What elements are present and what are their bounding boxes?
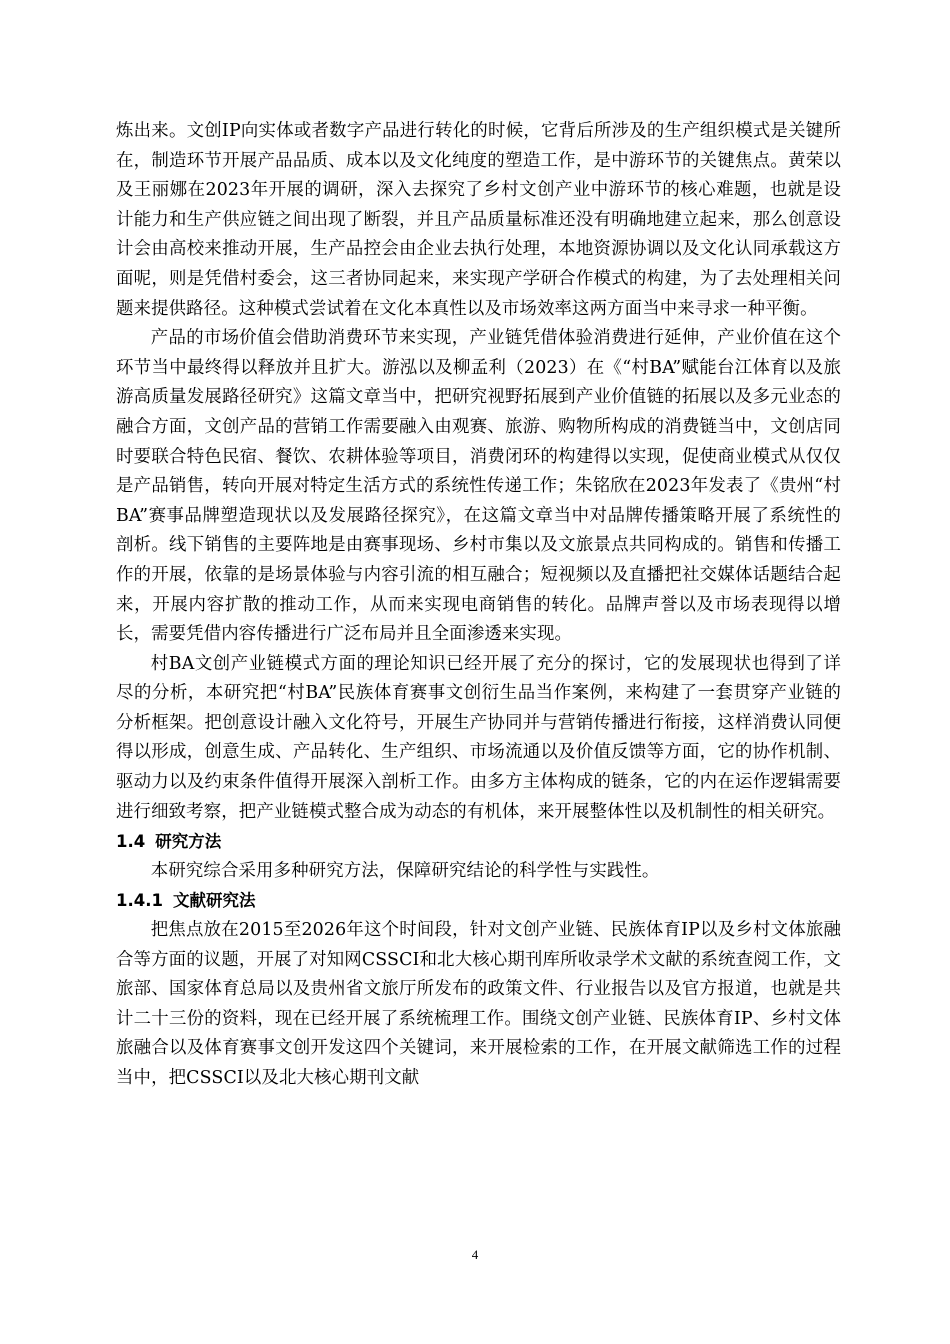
paragraph-methods-intro: 本研究综合采用多种研究方法，保障研究结论的科学性与实践性。 — [150, 860, 660, 881]
paragraph-continued: 炼出来。文创IP向实体或者数字产品进行转化的时候，它背后所涉及的生产组织模式是关键所在，制造环节开展产品品质、成本以及文化纯度的塑造工作，是中游环节的关键焦点。黄荣以及王丽娜在2023年开展的调研，深入去探究了乡村文创产业中游环节的核心难题，也就是设计能力和生产供应链之间出现了断裂，并且产品质量标准还没有明确地建立起来，那么创意设计会由高校来推动开展，生产品控会由企业去执行处理，本地资源协调以及文化认同承载这方面呢，则是凭借村委会，这三者协同起来，来实现产学研合作模式的构建，为了去处理相关问题来提供路径。这种模式尝试着在文化本真性以及市场效率这两方面当中来寻求一种平衡。 — [116, 121, 841, 319]
subsection-heading — [116, 886, 841, 916]
subsection-number: 1.4.1 — [116, 891, 163, 911]
section-number: 1.4 — [116, 832, 146, 852]
paragraph-research-framework: 村BA文创产业链模式方面的理论知识已经开展了充分的探讨，它的发展现状也得到了详尽的分析，本研究把“村BA”民族体育赛事文创衍生品当作案例，来构建了一套贯穿产业链的分析框架。把创意设计融入文化符号，开展生产协同并与营销传播进行衔接，这样消费认同便得以形成，创意生成、产品转化、生产组织、市场流通以及价值反馈等方面，它的协作机制、驱动力以及约束条件值得开展深入剖析工作。由多方主体构成的链条，它的内在运作逻辑需要进行细致考察，把产业链模式整合成为动态的有机体，来开展整体性以及机制性的相关研究。 — [116, 653, 841, 822]
subsection-title: 文献研究法 — [172, 891, 256, 911]
page-number: 4 — [471, 1247, 479, 1262]
body-text — [116, 117, 841, 1094]
paragraph-literature-method: 把焦点放在2015至2026年这个时间段，针对文创产业链、民族体育IP以及乡村文体旅融合等方面的议题，开展了对知网CSSCI和北大核心期刊库所收录学术文献的系统查阅工作，文旅部、国家体育总局以及贵州省文旅厅所发布的政策文件、行业报告以及官方报道，也就是共计二十三份的资料，现在已经开展了系统梳理工作。围绕文创产业链、民族体育IP、乡村文体旅融合以及体育赛事文创开发这四个关键词，来开展检索的工作，在开展文献筛选工作的过程当中，把CSSCI以及北大核心期刊文献 — [116, 920, 841, 1088]
section-title: 研究方法 — [155, 832, 222, 852]
paragraph-market-value: 产品的市场价值会借助消费环节来实现，产业链凭借体验消费进行延伸，产业价值在这个环节当中最终得以释放并且扩大。游泓以及柳孟利（2023）在《“村BA”赋能台江体育以及旅游高质量发展路径研究》这篇文章当中，把研究视野拓展到产业价值链的拓展以及多元业态的融合方面，文创产品的营销工作需要融入由观赛、旅游、购物所构成的消费链当中，文创店同时要联合特色民宿、餐饮、农耕体验等项目，消费闭环的构建得以实现，促使商业模式从仅仅是产品销售，转向开展对特定生活方式的系统性传递工作；朱铭欣在2023年发表了《贵州“村BA”赛事品牌塑造现状以及发展路径探究》，在这篇文章当中对品牌传播策略开展了系统性的剖析。线下销售的主要阵地是由赛事现场、乡村市集以及文旅景点共同构成的。销售和传播工作的开展，依靠的是场景体验与内容引流的相互融合；短视频以及直播把社交媒体话题结合起来，开展内容扩散的推动工作，从而来实现电商销售的转化。品牌声誉以及市场表现得以增长，需要凭借内容传播进行广泛布局并且全面渗透来实现。 — [116, 328, 841, 645]
section-heading — [116, 827, 841, 857]
